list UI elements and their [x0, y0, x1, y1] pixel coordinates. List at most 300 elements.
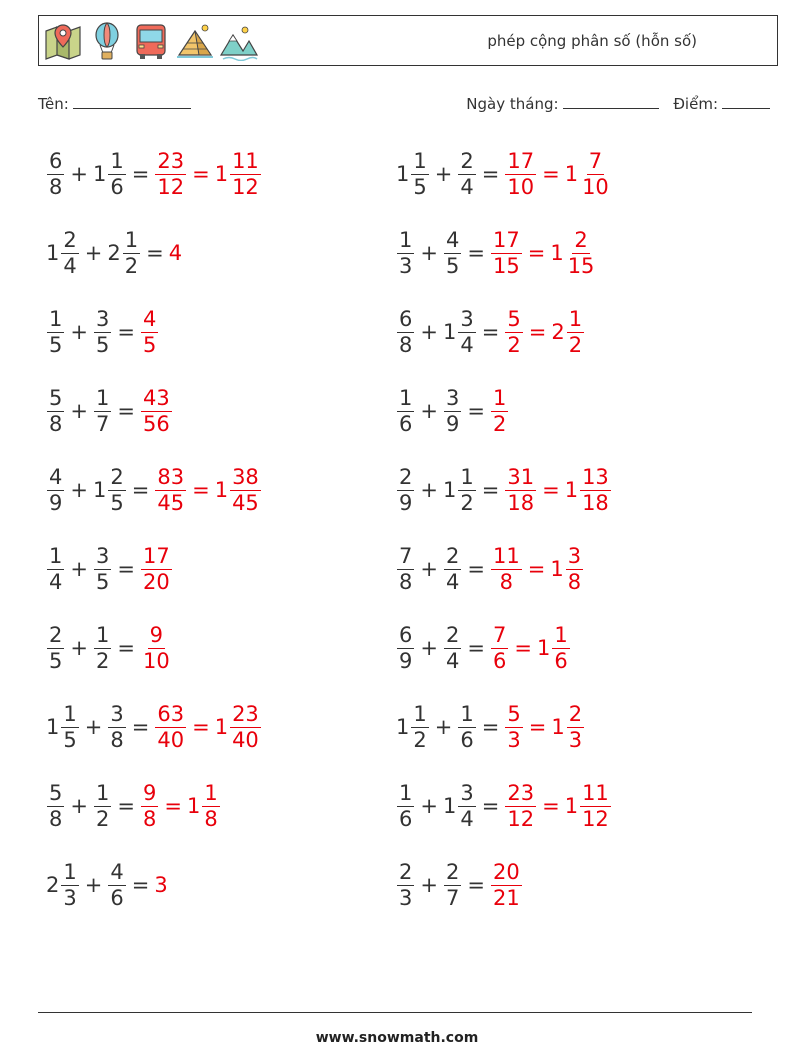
- numerator: 5: [49, 385, 63, 410]
- problem-6: [396, 300, 585, 364]
- equals-sign: =: [481, 715, 500, 739]
- answer-mixed-number: [550, 544, 584, 595]
- numerator: 7: [492, 622, 507, 647]
- whole-number: 1: [214, 715, 229, 739]
- whole-number: 2: [107, 241, 121, 265]
- addend-2: [443, 860, 462, 911]
- whole-number: 1: [214, 478, 229, 502]
- answer: [504, 149, 611, 200]
- numerator: 1: [554, 622, 568, 647]
- plus-sign: +: [84, 873, 103, 897]
- fraction: [580, 465, 611, 516]
- addend-1: [396, 623, 415, 674]
- plus-sign: +: [70, 478, 88, 502]
- fraction: [580, 781, 611, 832]
- fraction: [444, 544, 461, 595]
- numerator: 63: [157, 701, 185, 726]
- plus-sign: +: [70, 794, 88, 818]
- fraction: [505, 307, 522, 358]
- addend-1: [46, 860, 80, 911]
- denominator: 2: [413, 727, 427, 752]
- numerator: 2: [460, 148, 474, 173]
- answer: [504, 702, 585, 753]
- plus-sign: +: [70, 162, 88, 186]
- equals-sign: =: [117, 794, 135, 818]
- fraction: [567, 702, 584, 753]
- equals-sign: =: [467, 873, 485, 897]
- addend-2: [93, 623, 112, 674]
- footer-url: www.snowmath.com: [315, 1030, 479, 1046]
- equals-sign: =: [467, 241, 485, 265]
- plus-sign: +: [420, 478, 438, 502]
- addend-2: [457, 149, 476, 200]
- fraction: [61, 702, 78, 753]
- answer-value: [154, 149, 187, 200]
- denominator: 2: [95, 806, 110, 831]
- problem-20: [396, 853, 523, 917]
- numerator: 1: [492, 385, 507, 410]
- numerator: 1: [460, 464, 474, 489]
- denominator: 8: [142, 806, 157, 831]
- answer-mixed-number: [565, 465, 612, 516]
- problem-9: [46, 458, 262, 522]
- problem-18: [396, 774, 612, 838]
- problem-12: [396, 537, 584, 601]
- fraction: [230, 702, 261, 753]
- denominator: 2: [492, 411, 507, 436]
- numerator: 1: [110, 148, 124, 173]
- numerator: 23: [157, 148, 185, 173]
- worksheet-title: phép cộng phân số (hỗn số): [487, 32, 697, 50]
- whole-number: 1: [550, 241, 564, 265]
- fraction: [397, 781, 414, 832]
- plus-sign: +: [420, 241, 438, 265]
- addend-2: [443, 307, 477, 358]
- denominator: 5: [49, 648, 63, 673]
- addend-1: [396, 307, 415, 358]
- denominator: 4: [460, 806, 474, 831]
- fraction: [491, 860, 522, 911]
- addend-2: [107, 860, 126, 911]
- date-label: Ngày tháng:: [466, 95, 559, 113]
- fraction: [202, 781, 219, 832]
- fraction: [411, 702, 428, 753]
- numerator: 6: [399, 306, 413, 331]
- fraction: [566, 544, 583, 595]
- numerator: 1: [413, 148, 427, 173]
- denominator: 8: [49, 806, 63, 831]
- denominator: 6: [399, 411, 413, 436]
- addend-1: [46, 702, 80, 753]
- fraction: [155, 465, 186, 516]
- answer-equals-sign: =: [542, 478, 560, 502]
- whole-number: 1: [46, 715, 60, 739]
- equals-sign: =: [467, 399, 485, 423]
- denominator: 10: [142, 648, 170, 673]
- answer-mixed-number: [565, 781, 612, 832]
- denominator: 6: [110, 174, 124, 199]
- denominator: 4: [445, 648, 460, 673]
- denominator: 4: [445, 569, 460, 594]
- fraction: [141, 307, 158, 358]
- problem-14: [396, 616, 571, 680]
- numerator: 1: [95, 622, 110, 647]
- numerator: 1: [49, 543, 63, 568]
- problem-15: [46, 695, 262, 759]
- denominator: 8: [49, 411, 63, 436]
- numerator: 2: [445, 622, 460, 647]
- fraction: [47, 465, 64, 516]
- problem-5: [46, 300, 159, 364]
- denominator: 2: [568, 332, 583, 357]
- fraction: [567, 307, 584, 358]
- denominator: 5: [445, 253, 460, 278]
- numerator: 3: [445, 385, 460, 410]
- answer-equals-sign: =: [164, 794, 182, 818]
- addend-1: [396, 702, 430, 753]
- numerator: 2: [574, 227, 588, 252]
- numerator: 17: [507, 148, 535, 173]
- numerator: 9: [142, 780, 157, 805]
- fraction: [94, 307, 111, 358]
- answer-equals-sign: =: [192, 162, 210, 186]
- denominator: 3: [568, 727, 583, 752]
- fraction: [397, 623, 414, 674]
- answer-value: [490, 386, 509, 437]
- answer-mixed-number: [215, 465, 262, 516]
- denominator: 2: [124, 253, 139, 278]
- score-label: Điểm:: [673, 95, 718, 113]
- denominator: 6: [554, 648, 568, 673]
- equals-sign: =: [481, 478, 500, 502]
- whole-number: 2: [551, 320, 565, 344]
- addend-2: [93, 386, 112, 437]
- addend-2: [93, 149, 127, 200]
- answer-value: [169, 241, 183, 265]
- answer-value: [140, 544, 173, 595]
- answer-value: [140, 781, 159, 832]
- addend-2: [93, 781, 112, 832]
- fraction: [458, 702, 475, 753]
- addend-1: [46, 228, 80, 279]
- answer: [490, 228, 597, 279]
- problem-19: [46, 853, 169, 917]
- denominator: 6: [460, 727, 474, 752]
- addend-2: [443, 544, 462, 595]
- denominator: 2: [95, 648, 110, 673]
- fraction: [444, 228, 461, 279]
- answer-value: [140, 307, 159, 358]
- whole-number: 1: [550, 557, 564, 581]
- addend-2: [107, 228, 141, 279]
- denominator: 5: [95, 569, 110, 594]
- whole-number: 1: [92, 478, 107, 502]
- answer-value: [140, 386, 173, 437]
- answer: [169, 241, 183, 265]
- whole-number: 1: [564, 162, 579, 186]
- answer-value: [140, 623, 173, 674]
- footer-divider: [38, 1012, 752, 1013]
- addend-2: [443, 386, 462, 437]
- numerator: 1: [460, 701, 474, 726]
- fraction: [444, 386, 461, 437]
- fraction: [47, 307, 64, 358]
- numerator: 11: [492, 543, 520, 568]
- whole-number: 1: [214, 162, 229, 186]
- answer-equals-sign: =: [192, 715, 210, 739]
- answer-equals-sign: =: [528, 320, 547, 344]
- answer-mixed-number: [215, 149, 262, 200]
- denominator: 8: [499, 569, 514, 594]
- numerator: 17: [492, 227, 520, 252]
- denominator: 12: [232, 174, 259, 199]
- problem-11: [46, 537, 173, 601]
- denominator: 6: [399, 806, 413, 831]
- addend-1: [396, 149, 430, 200]
- numerator: 13: [582, 464, 609, 489]
- denominator: 4: [460, 332, 474, 357]
- denominator: 12: [582, 806, 609, 831]
- denominator: 7: [95, 411, 110, 436]
- addend-1: [46, 781, 65, 832]
- whole-number: 1: [442, 794, 457, 818]
- fraction: [47, 386, 64, 437]
- equals-sign: =: [131, 715, 150, 739]
- fraction: [94, 386, 111, 437]
- numerator: 1: [204, 780, 218, 805]
- fraction: [458, 149, 475, 200]
- addend-1: [396, 781, 415, 832]
- plus-sign: +: [434, 162, 453, 186]
- denominator: 3: [507, 727, 521, 752]
- numerator: 1: [49, 306, 63, 331]
- denominator: 3: [399, 253, 413, 278]
- addend-2: [443, 228, 462, 279]
- whole-number: 1: [396, 162, 410, 186]
- whole-number: 2: [46, 873, 60, 897]
- numerator: 23: [507, 780, 535, 805]
- addend-2: [457, 702, 476, 753]
- denominator: 45: [157, 490, 185, 515]
- fraction: [108, 860, 125, 911]
- numerator: 1: [63, 701, 77, 726]
- whole-number: 1: [564, 478, 579, 502]
- addend-1: [396, 544, 415, 595]
- answer: [504, 465, 611, 516]
- fraction: [444, 860, 461, 911]
- answer-equals-sign: =: [542, 162, 560, 186]
- plus-sign: +: [70, 399, 88, 423]
- answer: [504, 781, 611, 832]
- plus-sign: +: [420, 399, 438, 423]
- addend-1: [396, 465, 415, 516]
- fraction: [47, 623, 64, 674]
- addend-1: [46, 307, 65, 358]
- numerator: 2: [445, 859, 460, 884]
- answer-value: [504, 465, 537, 516]
- answer: [490, 386, 509, 437]
- fraction: [155, 702, 186, 753]
- denominator: 40: [232, 727, 259, 752]
- fraction: [397, 544, 414, 595]
- problem-8: [396, 379, 509, 443]
- fraction: [491, 544, 522, 595]
- plus-sign: +: [420, 794, 438, 818]
- answer-equals-sign: =: [527, 241, 546, 265]
- numerator: 3: [460, 780, 474, 805]
- fraction: [580, 149, 611, 200]
- answer: [154, 465, 261, 516]
- answer-value: [490, 544, 523, 595]
- whole-number: 1: [442, 478, 457, 502]
- answer: [154, 149, 261, 200]
- denominator: 2: [507, 332, 521, 357]
- fraction: [61, 860, 78, 911]
- numerator: 4: [445, 227, 460, 252]
- equals-sign: =: [117, 399, 135, 423]
- answer-value: [504, 307, 523, 358]
- fraction: [47, 149, 64, 200]
- answer-mixed-number: [215, 702, 262, 753]
- fraction: [230, 149, 261, 200]
- denominator: 8: [567, 569, 582, 594]
- numerator: 11: [582, 780, 609, 805]
- equals-sign: =: [117, 636, 135, 660]
- whole-number: 1: [564, 794, 579, 818]
- answer-mixed-number: [550, 228, 597, 279]
- numerator: 1: [413, 701, 427, 726]
- numerator: 1: [399, 385, 413, 410]
- answer-mixed-number: [565, 149, 612, 200]
- plus-sign: +: [420, 320, 438, 344]
- problem-1: [46, 142, 262, 206]
- answer-value: [154, 873, 168, 897]
- numerator: 6: [49, 148, 63, 173]
- denominator: 5: [63, 727, 77, 752]
- whole-number: 1: [186, 794, 201, 818]
- answer: [490, 860, 523, 911]
- answer: [504, 307, 585, 358]
- answer: [140, 386, 173, 437]
- denominator: 8: [49, 174, 63, 199]
- equals-sign: =: [131, 162, 150, 186]
- fraction: [444, 623, 461, 674]
- problem-4: [396, 221, 597, 285]
- numerator: 3: [460, 306, 474, 331]
- plus-sign: +: [70, 557, 88, 581]
- fraction: [155, 149, 186, 200]
- denominator: 56: [142, 411, 170, 436]
- denominator: 40: [157, 727, 185, 752]
- fraction: [141, 623, 172, 674]
- whole-number: 1: [442, 320, 457, 344]
- denominator: 5: [110, 490, 124, 515]
- numerator: 1: [399, 227, 413, 252]
- equals-sign: =: [131, 873, 150, 897]
- whole-number: 4: [168, 241, 183, 265]
- fraction: [552, 623, 569, 674]
- fraction: [94, 544, 111, 595]
- denominator: 9: [445, 411, 460, 436]
- whole-number: 1: [92, 162, 107, 186]
- numerator: 4: [110, 859, 124, 884]
- denominator: 5: [95, 332, 110, 357]
- numerator: 6: [399, 622, 413, 647]
- answer: [140, 307, 159, 358]
- fraction: [397, 228, 414, 279]
- numerator: 7: [399, 543, 413, 568]
- answer-equals-sign: =: [542, 794, 560, 818]
- denominator: 7: [445, 885, 460, 910]
- denominator: 8: [204, 806, 218, 831]
- answer-value: [154, 702, 187, 753]
- numerator: 3: [95, 543, 110, 568]
- addend-1: [46, 544, 65, 595]
- denominator: 4: [49, 569, 63, 594]
- fraction: [458, 465, 475, 516]
- equals-sign: =: [146, 241, 164, 265]
- answer-value: [490, 623, 509, 674]
- denominator: 3: [399, 885, 413, 910]
- fraction: [397, 307, 414, 358]
- problem-13: [46, 616, 173, 680]
- denominator: 3: [63, 885, 77, 910]
- denominator: 21: [492, 885, 520, 910]
- denominator: 45: [232, 490, 259, 515]
- denominator: 9: [399, 490, 413, 515]
- plus-sign: +: [420, 873, 438, 897]
- denominator: 10: [507, 174, 535, 199]
- numerator: 2: [110, 464, 124, 489]
- fraction: [47, 544, 64, 595]
- fraction: [141, 544, 172, 595]
- whole-number: 1: [46, 241, 60, 265]
- answer: [140, 623, 173, 674]
- fraction: [141, 781, 158, 832]
- addend-2: [93, 544, 112, 595]
- equals-sign: =: [467, 636, 485, 660]
- answer-value: [504, 781, 537, 832]
- numerator: 5: [507, 306, 521, 331]
- denominator: 18: [582, 490, 609, 515]
- fraction: [397, 465, 414, 516]
- fraction: [566, 228, 597, 279]
- fraction: [411, 149, 428, 200]
- plus-sign: +: [434, 715, 453, 739]
- numerator: 38: [232, 464, 259, 489]
- answer-equals-sign: =: [527, 557, 546, 581]
- fraction: [458, 781, 475, 832]
- addend-2: [443, 623, 462, 674]
- fraction: [61, 228, 78, 279]
- numerator: 17: [142, 543, 170, 568]
- numerator: 9: [149, 622, 164, 647]
- addend-2: [443, 465, 477, 516]
- addend-1: [396, 228, 415, 279]
- numerator: 20: [492, 859, 520, 884]
- answer-value: [490, 860, 523, 911]
- numerator: 2: [63, 227, 77, 252]
- numerator: 3: [95, 306, 110, 331]
- numerator: 11: [232, 148, 259, 173]
- fraction: [397, 386, 414, 437]
- equals-sign: =: [131, 478, 150, 502]
- whole-number: 3: [154, 873, 168, 897]
- plus-sign: +: [420, 636, 438, 660]
- answer-equals-sign: =: [514, 636, 532, 660]
- answer-equals-sign: =: [528, 715, 547, 739]
- addend-2: [107, 702, 126, 753]
